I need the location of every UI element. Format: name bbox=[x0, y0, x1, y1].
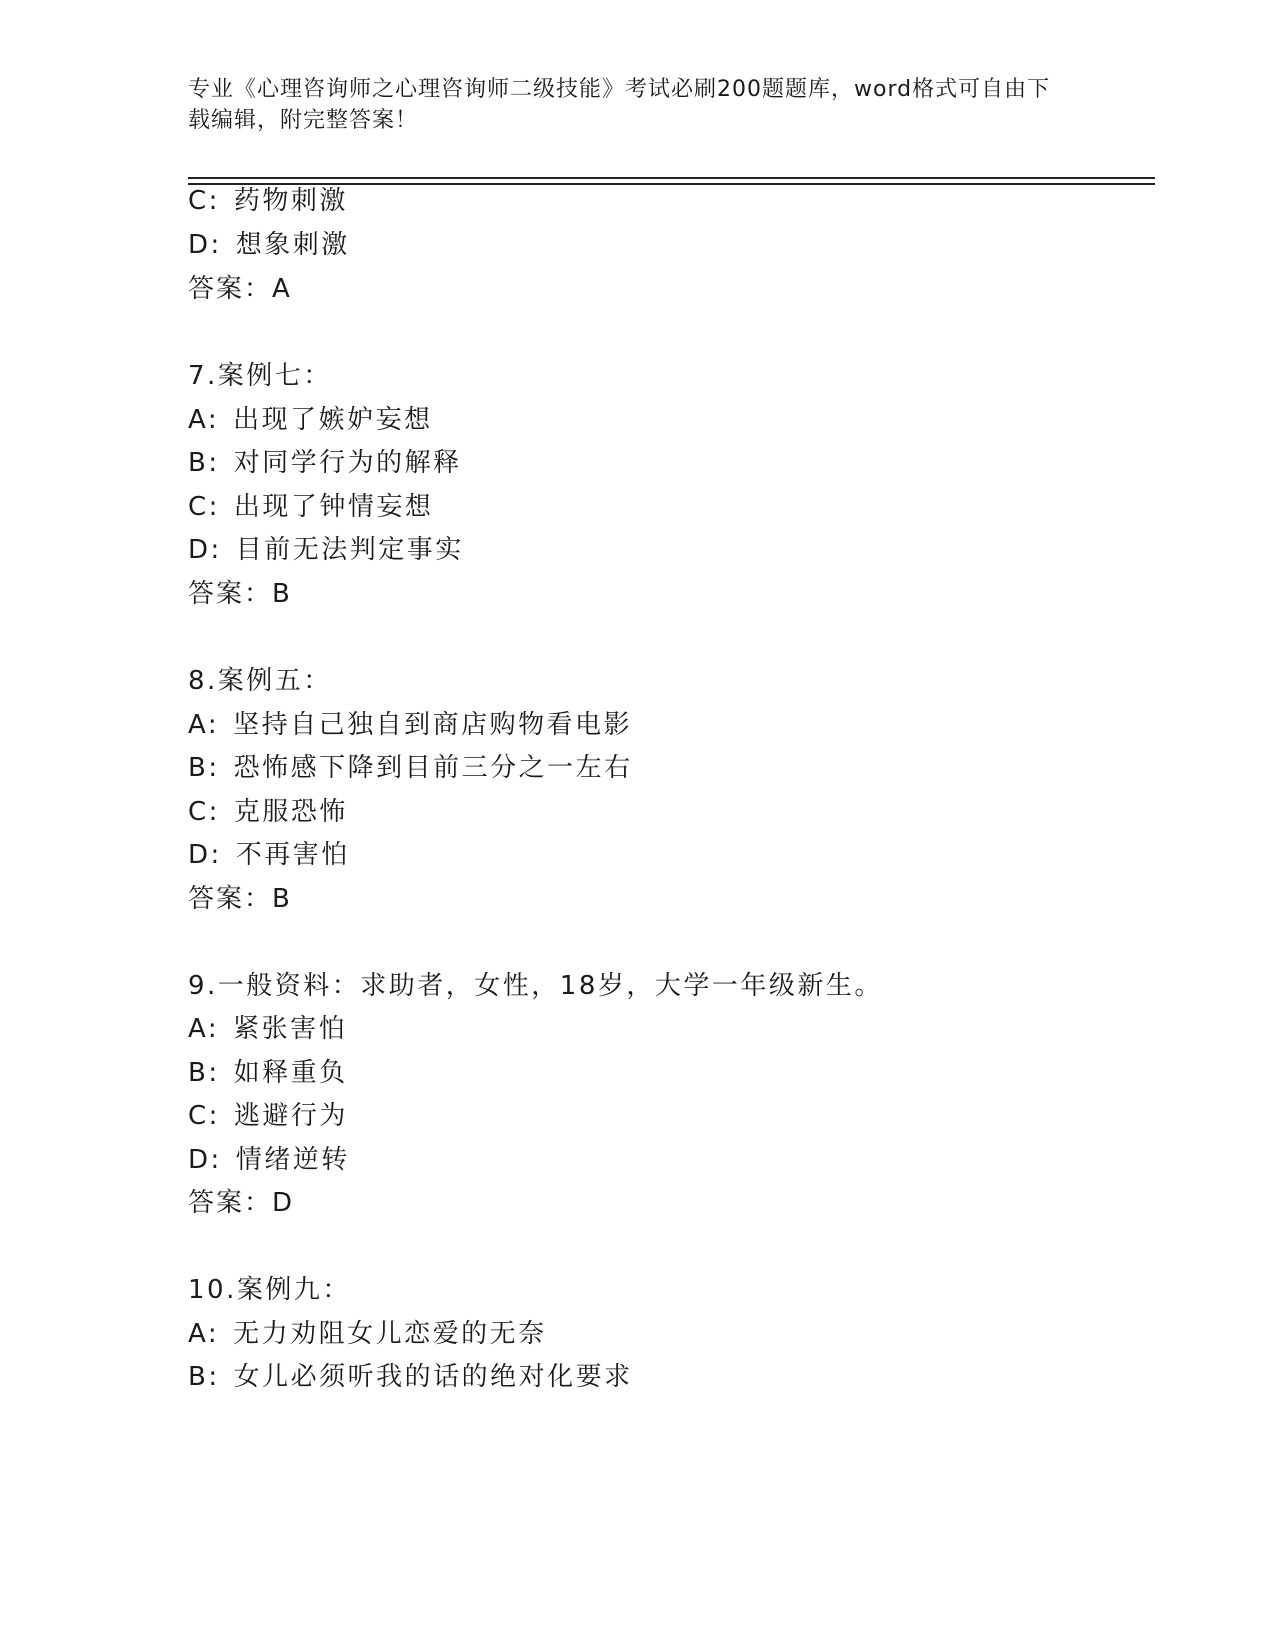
option-letter: C: bbox=[188, 186, 220, 216]
option-line bbox=[188, 185, 348, 217]
option-letter: B: bbox=[188, 448, 220, 478]
question-title: 9.一般资料：求助者，女性，18岁，大学一年级新生。 bbox=[188, 971, 883, 1001]
option-text: 克服恐怖 bbox=[233, 797, 348, 827]
option-text: 不再害怕 bbox=[235, 840, 350, 870]
option-letter: A: bbox=[188, 1014, 220, 1044]
option-line bbox=[188, 1013, 347, 1045]
option-letter: C: bbox=[188, 1101, 220, 1131]
option-line bbox=[188, 491, 433, 523]
answer-line: 答案：B bbox=[188, 884, 292, 914]
option-letter: B: bbox=[188, 753, 220, 783]
option-text: 恐怖感下降到目前三分之一左右 bbox=[233, 753, 633, 783]
option-line bbox=[188, 229, 350, 261]
option-line bbox=[188, 1361, 633, 1393]
answer-line: 答案：A bbox=[188, 274, 292, 304]
question-title: 10.案例九： bbox=[188, 1275, 351, 1305]
option-letter: C: bbox=[188, 797, 220, 827]
option-text: 药物刺激 bbox=[233, 186, 348, 216]
option-line bbox=[188, 1057, 348, 1089]
option-letter: D: bbox=[188, 1145, 222, 1175]
option-text: 出现了钟情妄想 bbox=[233, 492, 434, 522]
option-letter: A: bbox=[188, 710, 220, 740]
option-line bbox=[188, 1318, 547, 1350]
option-text: 对同学行为的解释 bbox=[233, 448, 462, 478]
option-letter: D: bbox=[188, 230, 222, 260]
option-text: 女儿必须听我的话的绝对化要求 bbox=[233, 1362, 633, 1392]
option-line bbox=[188, 1100, 348, 1132]
option-text: 出现了嫉妒妄想 bbox=[233, 405, 433, 435]
option-line bbox=[188, 796, 348, 828]
option-letter: D: bbox=[188, 535, 222, 565]
option-line bbox=[188, 534, 464, 566]
option-line bbox=[188, 1144, 350, 1176]
document-header: 专业《心理咨询师之心理咨询师二级技能》考试必刷200题题库，word格式可自由下载编辑，附完整答案！ bbox=[188, 77, 1051, 133]
answer-line: 答案：D bbox=[188, 1188, 295, 1218]
option-line bbox=[188, 839, 350, 871]
option-letter: A: bbox=[188, 1319, 220, 1349]
option-text: 无力劝阻女儿恋爱的无奈 bbox=[233, 1319, 547, 1349]
option-line bbox=[188, 404, 433, 436]
header-rule-top bbox=[188, 177, 1155, 179]
option-letter: A: bbox=[188, 405, 220, 435]
option-letter: B: bbox=[188, 1362, 220, 1392]
option-text: 如释重负 bbox=[233, 1058, 348, 1088]
answer-line: 答案：B bbox=[188, 579, 292, 609]
option-text: 逃避行为 bbox=[233, 1101, 348, 1131]
option-letter: C: bbox=[188, 492, 220, 522]
option-text: 紧张害怕 bbox=[233, 1014, 348, 1044]
option-text: 情绪逆转 bbox=[235, 1145, 350, 1175]
option-letter: B: bbox=[188, 1058, 220, 1088]
option-text: 想象刺激 bbox=[235, 230, 350, 260]
option-line bbox=[188, 447, 462, 479]
option-text: 目前无法判定事实 bbox=[235, 535, 464, 565]
option-line bbox=[188, 752, 633, 784]
option-text: 坚持自己独自到商店购物看电影 bbox=[233, 710, 633, 740]
option-letter: D: bbox=[188, 840, 222, 870]
question-title: 7.案例七： bbox=[188, 361, 332, 391]
question-title: 8.案例五： bbox=[188, 666, 332, 696]
option-line bbox=[188, 709, 632, 741]
